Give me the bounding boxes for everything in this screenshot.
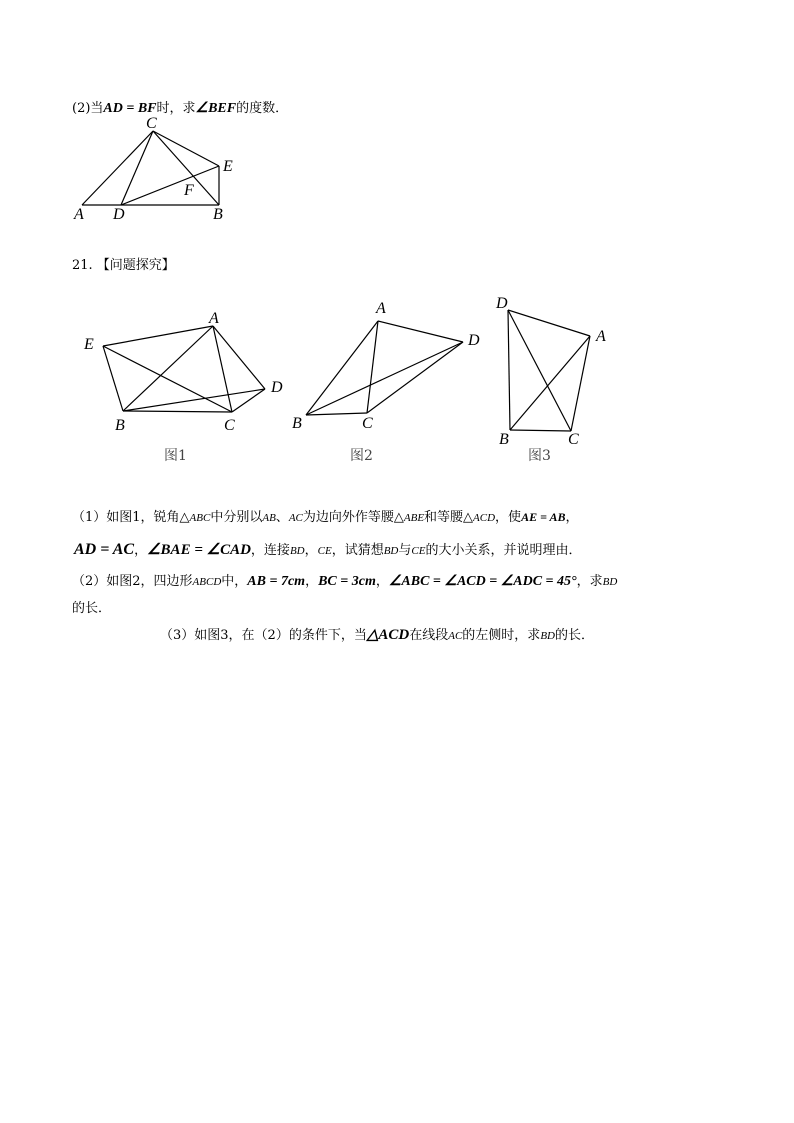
math: ∠BAE = ∠CAD <box>147 542 251 558</box>
math: AC <box>448 630 463 642</box>
text: 时，求 <box>156 101 196 116</box>
math: BD <box>540 630 555 642</box>
math: BD <box>289 545 305 557</box>
math: ABCD <box>192 576 222 588</box>
caption-fig1: 图1 <box>164 448 187 464</box>
text: （1）如图1，锐角△ <box>72 510 190 525</box>
math: AD = BF <box>103 101 157 116</box>
figure-3 <box>495 295 606 464</box>
text: ，使 <box>495 510 522 525</box>
text: ， <box>304 543 318 558</box>
label-A: A <box>74 206 84 223</box>
text: 、 <box>275 510 289 525</box>
q21-part2-line2: 的长． <box>72 601 112 616</box>
math: AB = 7cm <box>247 574 306 589</box>
label-B: B <box>292 415 302 432</box>
q21-part3 <box>160 627 594 644</box>
text: ， <box>565 510 579 525</box>
text: 与 <box>398 543 412 558</box>
caption-fig3: 图3 <box>528 448 551 464</box>
text: ，试猜想 <box>331 543 384 558</box>
figure-top <box>73 115 233 223</box>
text: 中， <box>221 574 248 589</box>
text: 为边向外作等腰△ <box>302 510 404 525</box>
math: △ACD <box>366 627 410 643</box>
q21-part2-line1 <box>72 574 617 590</box>
math: ∠BEF <box>195 101 237 116</box>
text: ，求 <box>576 574 603 589</box>
math: AD = AC <box>74 541 135 558</box>
label-D: D <box>271 379 283 396</box>
math: BC = 3cm <box>318 574 376 589</box>
figure-2 <box>292 300 480 464</box>
math: AB <box>262 512 276 524</box>
label-E: E <box>223 158 233 175</box>
label-B: B <box>115 417 125 434</box>
q21-part1-line1 <box>72 509 579 526</box>
label-D: D <box>113 206 125 223</box>
text: (2)当 <box>72 101 104 116</box>
text: （2）如图2，四边形 <box>72 574 193 589</box>
label-B: B <box>213 206 223 223</box>
label-B: B <box>499 431 509 448</box>
text: 的大小关系，并说明理由． <box>425 543 582 558</box>
figure-1 <box>83 310 283 464</box>
math: AE = AB <box>521 510 566 524</box>
text: ， <box>134 543 148 558</box>
label-C: C <box>146 115 157 132</box>
math: BD <box>383 545 399 557</box>
math: CE <box>411 545 426 557</box>
label-C: C <box>362 415 373 432</box>
math: ∠ABC = ∠ACD = ∠ADC = 45° <box>388 574 577 589</box>
q21-part1-line2 <box>74 542 581 559</box>
math: AC <box>288 512 303 524</box>
text: ， <box>375 574 389 589</box>
label-A: A <box>596 328 606 345</box>
text: 的长． <box>554 628 594 643</box>
text: 的左侧时，求 <box>462 628 541 643</box>
caption-fig2: 图2 <box>350 448 373 464</box>
label-D: D <box>496 295 508 312</box>
label-E: E <box>84 336 94 353</box>
label-C: C <box>568 431 579 448</box>
text: 的度数． <box>236 101 289 116</box>
text: ，连接 <box>250 543 290 558</box>
label-A: A <box>376 300 386 317</box>
math: ABC <box>189 512 211 524</box>
label-D: D <box>468 332 480 349</box>
math: BD <box>602 576 618 588</box>
text: 在线段 <box>409 628 449 643</box>
label-F: F <box>184 182 194 199</box>
label-C: C <box>224 417 235 434</box>
math: CE <box>317 545 332 557</box>
label-A: A <box>209 310 219 327</box>
text: ， <box>305 574 319 589</box>
text: 中分别以 <box>210 510 263 525</box>
q21-heading: 21. 【问题探究】 <box>72 258 175 273</box>
math: ABE <box>403 512 425 524</box>
text: （3）如图3，在（2）的条件下，当 <box>160 628 367 643</box>
text: 和等腰△ <box>424 510 474 525</box>
math: ACD <box>473 512 496 524</box>
